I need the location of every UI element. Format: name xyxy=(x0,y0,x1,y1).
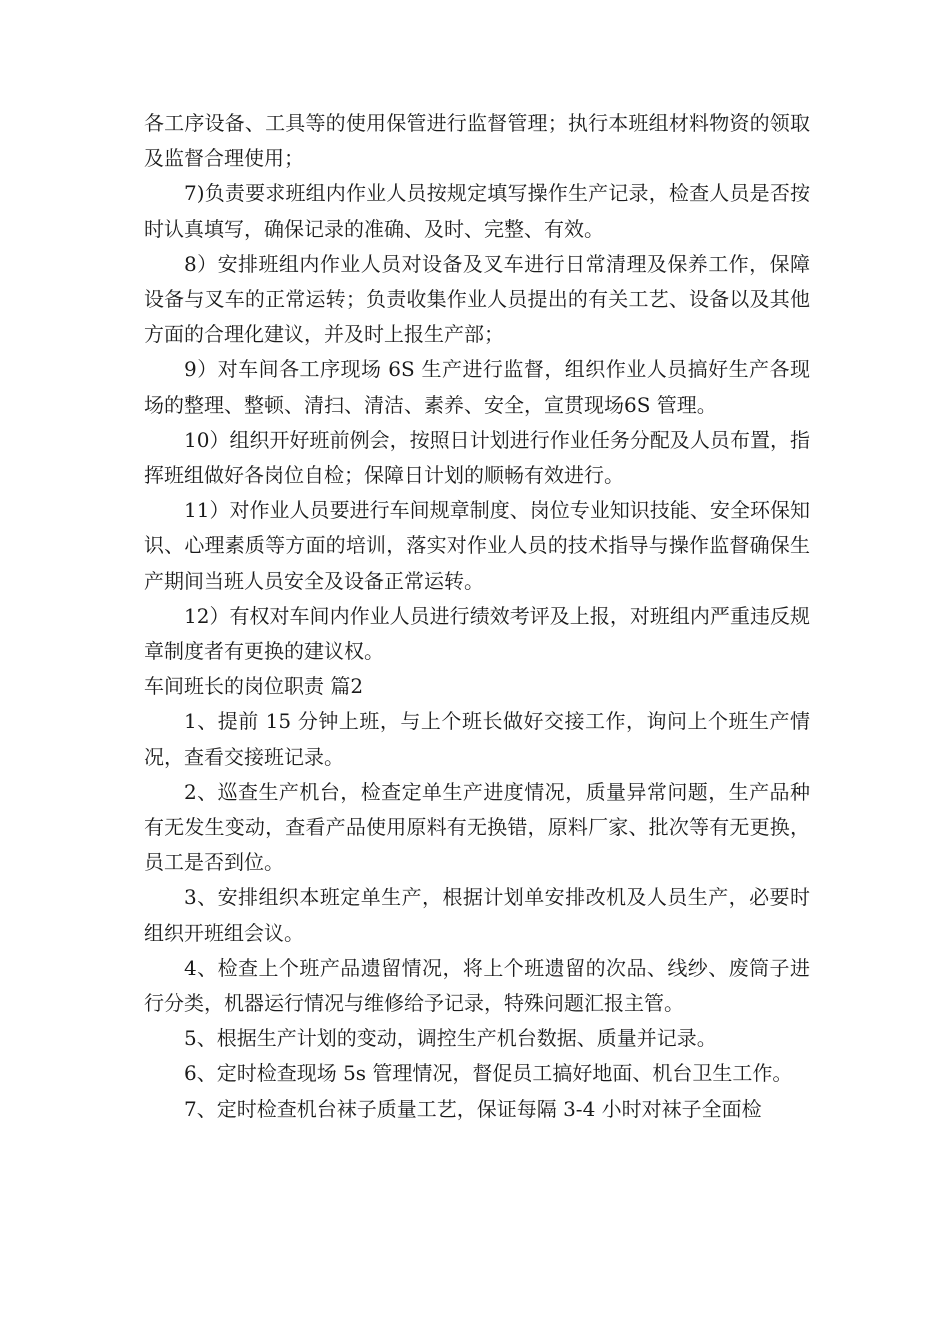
paragraph: 8）安排班组内作业人员对设备及叉车进行日常清理及保养工作，保障设备与叉车的正常运转；负责收集作业人员提出的有关工艺、设备以及其他方面的合理化建议，并及时上报生产部； xyxy=(144,251,810,347)
paragraph: 6、定时检查现场 5s 管理情况，督促员工搞好地面、机台卫生工作。 xyxy=(184,1061,793,1086)
paragraph: 3、安排组织本班定单生产，根据计划单安排改机及人员生产，必要时组织开班组会议。 xyxy=(144,885,810,945)
paragraph: 7、定时检查机台袜子质量工艺，保证每隔 3-4 小时对袜子全面检 xyxy=(184,1096,762,1121)
paragraph: 各工序设备、工具等的使用保管进行监督管理；执行本班组材料物资的领取及监督合理使用； xyxy=(144,111,810,171)
paragraph: 4、检查上个班产品遗留情况，将上个班遗留的次品、线纱、废筒子进行分类，机器运行情况与维修给予记录，特殊问题汇报主管。 xyxy=(144,955,810,1016)
paragraph: 5、根据生产计划的变动，调控生产机台数据、质量并记录。 xyxy=(184,1026,717,1051)
document-body xyxy=(144,106,810,1127)
paragraph: 12）有权对车间内作业人员进行绩效考评及上报，对班组内严重违反规章制度者有更换的建议权。 xyxy=(144,603,810,664)
paragraph: 10）组织开好班前例会，按照日计划进行作业任务分配及人员布置，指挥班组做好各岗位自检；保障日计划的顺畅有效进行。 xyxy=(144,427,810,488)
paragraph: 1、提前 15 分钟上班，与上个班长做好交接工作，询问上个班生产情况，查看交接班记录。 xyxy=(144,709,810,769)
paragraph: 7)负责要求班组内作业人员按规定填写操作生产记录，检查人员是否按时认真填写，确保记录的准确、及时、完整、有效。 xyxy=(144,181,810,241)
paragraph: 2、巡查生产机台，检查定单生产进度情况，质量异常问题，生产品种有无发生变动，查看产品使用原料有无换错，原料厂家、批次等有无更换，员工是否到位。 xyxy=(144,779,810,875)
section-heading: 车间班长的岗位职责 篇2 xyxy=(144,674,364,699)
paragraph: 9）对车间各工序现场 6S 生产进行监督，组织作业人员搞好生产各现场的整理、整顿、清扫、清洁、素养、安全，宣贯现场6S 管理。 xyxy=(144,357,810,417)
paragraph: 11）对作业人员要进行车间规章制度、岗位专业知识技能、安全环保知识、心理素质等方面的培训，落实对作业人员的技术指导与操作监督确保生产期间当班人员安全及设备正常运转。 xyxy=(144,498,810,593)
